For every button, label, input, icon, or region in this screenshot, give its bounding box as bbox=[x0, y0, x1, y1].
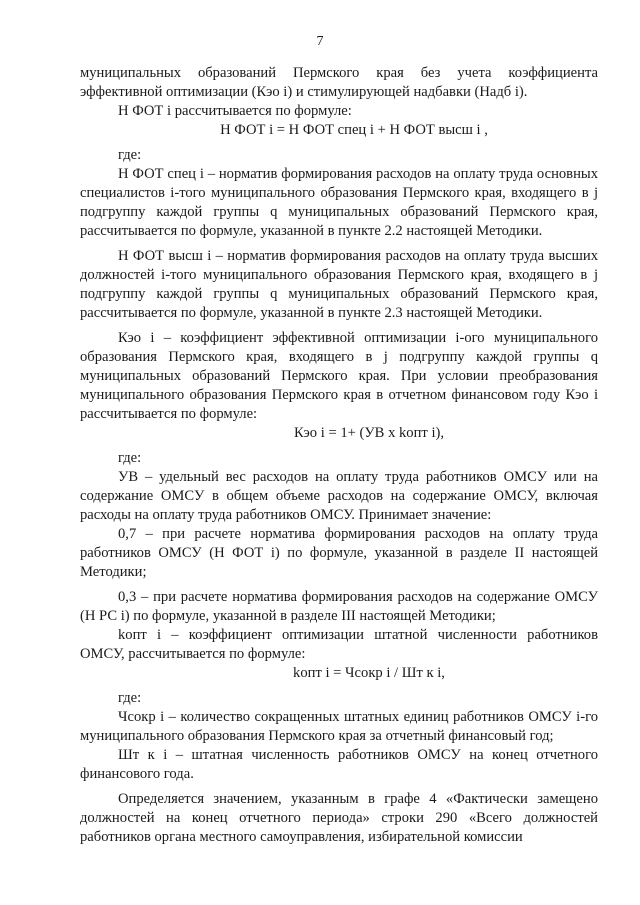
formula-kopt: kопт i = Чсокр i / Шт к i, bbox=[293, 665, 445, 681]
paragraph-keo: Кэо i – коэффициент эффективной оптимизации i-ого муниципального образования Пермского края, входящего в j подгруппу каждой группы q муниципальных образований Пермского края. При условии преобразования муниципального образования Пермского края в отчетном финансовом году Кэо i рассчитывается по формуле: bbox=[80, 330, 598, 422]
document-body bbox=[80, 64, 598, 847]
where-label: где: bbox=[118, 147, 142, 163]
where-label: где: bbox=[118, 450, 142, 466]
paragraph-uv: УВ – удельный вес расходов на оплату труда работников ОМСУ или на содержание ОМСУ в общем объеме расходов на содержание ОМСУ, включая расходы на оплату труда работников ОМСУ. Принимает значение: bbox=[80, 469, 598, 523]
paragraph-n-fot-vyssh: Н ФОТ высш i – норматив формирования расходов на оплату труда высших должностей i-того муниципального образования Пермского края, входящего в j подгруппу каждой группы q муниципальных образований Пермского края, рассчитывается по формуле, указанной в пункте 2.3 настоящей Методики. bbox=[80, 248, 598, 321]
paragraph-n-fot-spec: Н ФОТ спец i – норматив формирования расходов на оплату труда основных специалистов i-того муниципального образования Пермского края, входящего в j подгруппу каждой группы q муниципальных образований Пермского края, рассчитывается по формуле, указанной в пункте 2.2 настоящей Методики. bbox=[80, 166, 598, 239]
paragraph-value-03: 0,3 – при расчете норматива формирования расходов на содержание ОМСУ (Н РС i) по формуле, указанной в разделе III настоящей Методики; bbox=[80, 589, 598, 624]
paragraph-sht: Шт к i – штатная численность работников ОМСУ на конец отчетного финансового года. bbox=[80, 747, 598, 782]
paragraph-defined: Определяется значением, указанным в графе 4 «Фактически замещено должностей на конец отчетного периода» строки 290 «Всего должностей работников органа местного самоуправления, избирательной комиссии bbox=[80, 791, 598, 845]
paragraph-formula-intro: Н ФОТ i рассчитывается по формуле: bbox=[118, 103, 352, 119]
where-label: где: bbox=[118, 690, 142, 706]
formula-n-fot: Н ФОТ i = Н ФОТ спец i + Н ФОТ высш i , bbox=[220, 122, 488, 138]
page-number: 7 bbox=[316, 34, 324, 49]
paragraph-continuation: муниципальных образований Пермского края без учета коэффициента эффективной оптимизации (Кэо i) и стимулирующей надбавки (Надб i). bbox=[80, 65, 598, 100]
paragraph-value-07: 0,7 – при расчете норматива формирования расходов на оплату труда работников ОМСУ (Н ФОТ i) по формуле, указанной в разделе II настоящей Методики; bbox=[80, 526, 598, 580]
paragraph-kopt: kопт i – коэффициент оптимизации штатной численности работников ОМСУ, рассчитывается по формуле: bbox=[80, 627, 598, 662]
formula-keo: Кэо i = 1+ (УВ х kопт i), bbox=[293, 425, 445, 441]
paragraph-chsokr: Чсокр i – количество сокращенных штатных единиц работников ОМСУ i-го муниципального образования Пермского края за отчетный финансовый год; bbox=[80, 709, 598, 744]
